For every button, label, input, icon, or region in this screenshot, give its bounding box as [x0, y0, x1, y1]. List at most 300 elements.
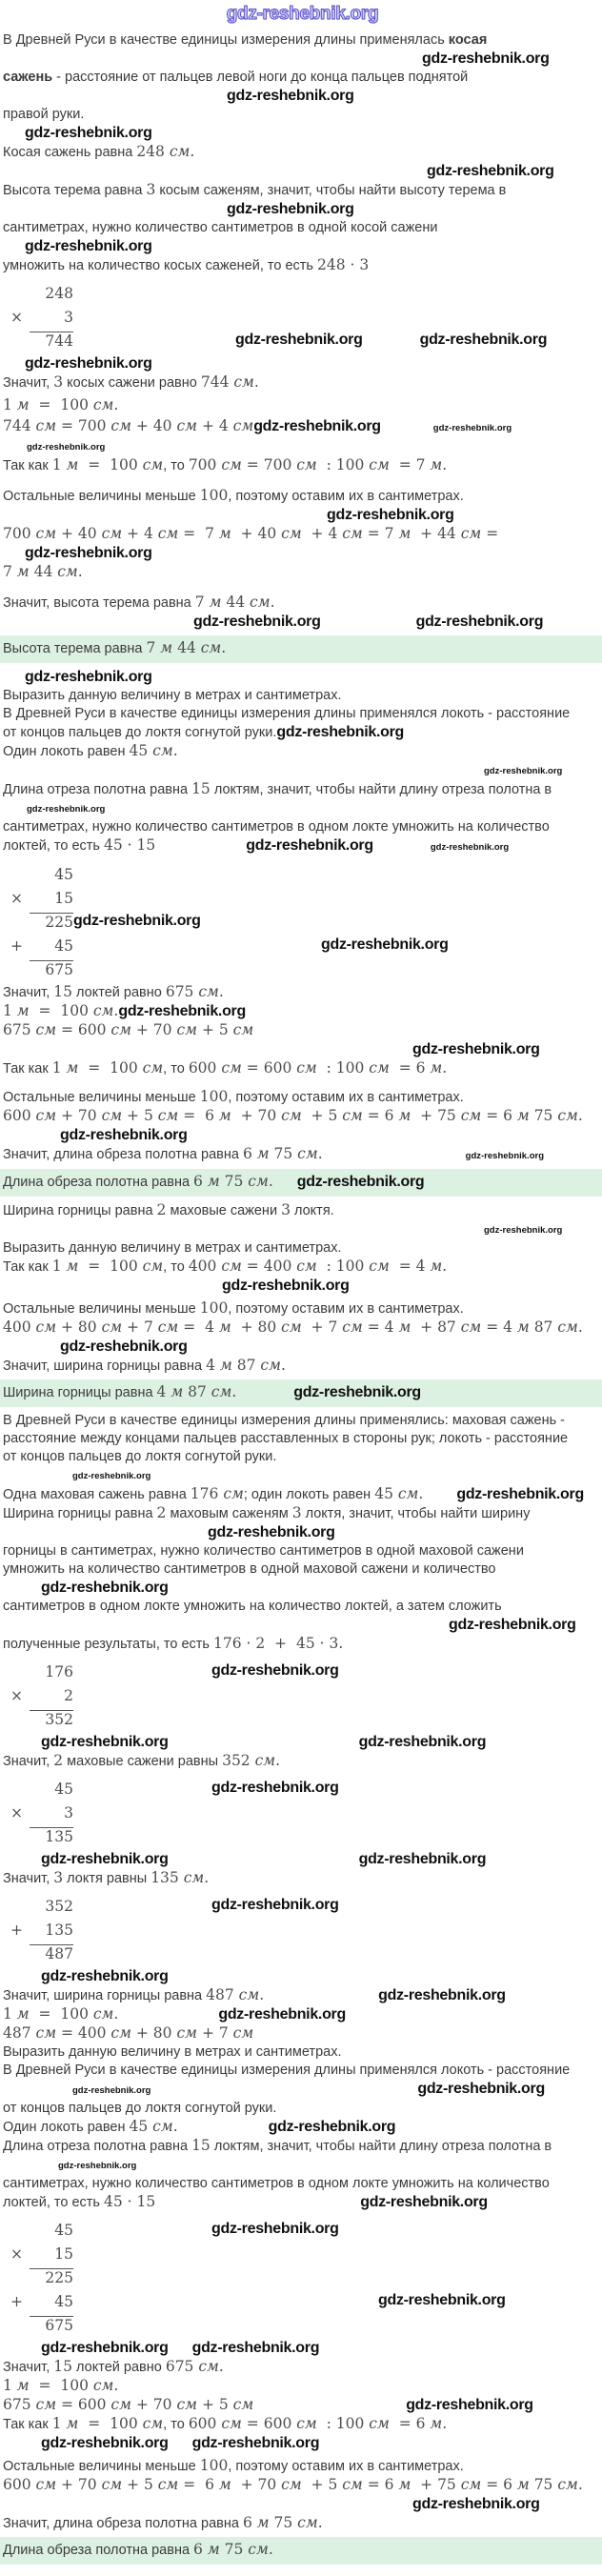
calculation-row	[3, 278, 602, 302]
watermark: gdz-reshebnik.org	[327, 507, 454, 523]
watermark: gdz-reshebnik.org	[321, 936, 449, 953]
text: Остальные величины меньше	[3, 1090, 200, 1105]
math-text: 700 см = 700 см : 100 см = 7 м.	[188, 456, 448, 473]
watermark: gdz-reshebnik.org	[378, 1987, 506, 2003]
math-text: 675 см = 600 см + 70 см + 5 см	[3, 2396, 254, 2413]
text: В Древней Руси в качестве единицы измерения длины применялись: маховая сажень -	[3, 1413, 566, 1428]
calculation-value: 248	[45, 285, 73, 302]
text: сантиметрах, нужно количество сантиметров в одном локте умножить на количество	[3, 2176, 550, 2191]
column-calculation	[3, 1891, 602, 1962]
calculation-row	[3, 1798, 602, 1821]
text-line	[3, 2138, 602, 2155]
math-text: 15	[53, 983, 72, 1000]
calculation-row	[3, 907, 602, 931]
watermark: gdz-reshebnik.org	[227, 201, 354, 217]
watermark: gdz-reshebnik.org	[211, 1780, 339, 1796]
text: , то	[163, 1259, 189, 1275]
math-text: 6 м 75 см.	[193, 2541, 273, 2558]
text-line	[3, 2157, 602, 2174]
text-line	[3, 669, 602, 686]
spacer	[3, 1289, 222, 1290]
math-text: 1 м = 100 см	[51, 456, 164, 473]
math-text: 400 см = 400 см : 100 см = 4 м.	[188, 1258, 448, 1275]
text: умножить на количество сантиметров в одной маховой сажени и количество	[3, 1561, 496, 1577]
text: правой руки.	[3, 107, 85, 122]
text-line	[3, 355, 602, 372]
spacer	[3, 1862, 41, 1863]
operator-sign: +	[10, 937, 23, 955]
text-line	[3, 257, 602, 274]
text: Значит,	[3, 1871, 54, 1886]
text: локтя, значит, чтобы найти ширину	[301, 1506, 531, 1521]
text-line	[3, 1505, 602, 1522]
math-text: 675 см.	[165, 983, 224, 1000]
math-text: 6 м 75 см.	[242, 2514, 323, 2531]
calculation-value: 45	[54, 866, 73, 883]
text: , то	[163, 1061, 189, 1077]
text-line	[3, 1060, 602, 1077]
text-line	[3, 1449, 602, 1465]
math-text: 1 м = 100 см	[51, 1258, 164, 1275]
spacer	[3, 62, 422, 63]
text: Так как	[3, 1061, 52, 1077]
math-text: 45 см.	[129, 742, 178, 759]
text-line	[3, 125, 602, 142]
calculation-row	[3, 302, 602, 326]
column-calculation	[3, 859, 602, 978]
watermark: gdz-reshebnik.org	[60, 1338, 188, 1355]
spacer	[3, 1536, 208, 1537]
text: Значит, ширина горницы равна	[3, 1358, 207, 1374]
math-text: 1 м = 100 см.	[3, 1002, 119, 1019]
text: - расстояние от пальцев левой ноги до конца пальцев поднятой	[52, 70, 469, 85]
text-line	[3, 2025, 602, 2043]
text: , то	[163, 458, 189, 473]
text-line	[3, 1258, 602, 1276]
text-line	[3, 2515, 602, 2532]
watermark-small: gdz-reshebnik.org	[72, 1471, 151, 1481]
text-line	[3, 1870, 602, 1887]
math-text: 6 м 75 см.	[242, 1145, 323, 1162]
watermark: gdz-reshebnik.org	[25, 355, 152, 372]
spacer	[3, 625, 193, 626]
text: Значит, длина обреза полотна равна	[3, 2516, 243, 2531]
calculation-value: 352	[45, 1898, 73, 1915]
text: Одна маховая сажень равна	[3, 1487, 191, 1502]
watermark: gdz-reshebnik.org	[358, 1851, 487, 1867]
text: локтей равно	[72, 2360, 166, 2375]
text: , поэтому оставим их в сантиметрах.	[228, 1301, 464, 1317]
math-text: 3	[53, 1869, 64, 1886]
spacer	[3, 99, 227, 100]
watermark: gdz-reshebnik.org	[218, 2006, 346, 2023]
spacer	[3, 2446, 41, 2447]
text-line	[3, 1413, 602, 1429]
spacer	[3, 811, 27, 812]
calculation-row	[3, 2239, 602, 2263]
watermark: gdz-reshebnik.org	[415, 614, 544, 630]
text-line	[3, 526, 602, 543]
spacer	[3, 680, 25, 681]
watermark-small: gdz-reshebnik.org	[27, 804, 106, 815]
operator-sign: ×	[10, 309, 23, 326]
watermark: gdz-reshebnik.org	[222, 1278, 350, 1294]
watermark: gdz-reshebnik.org	[41, 1851, 169, 1867]
text: локтя равны	[63, 1871, 151, 1886]
watermark: gdz-reshebnik.org	[211, 1897, 339, 1913]
math-text: 45 см.	[129, 2118, 178, 2135]
text-line	[3, 1358, 602, 1375]
operator-sign: +	[10, 1922, 23, 1939]
text-line	[3, 2416, 602, 2433]
calculation-value: 225	[30, 913, 73, 931]
math-text: 352 см.	[222, 1752, 281, 1769]
watermark: gdz-reshebnik.org	[293, 1384, 421, 1400]
watermark: gdz-reshebnik.org	[208, 1524, 335, 1540]
watermark: gdz-reshebnik.org	[449, 1617, 576, 1633]
text-line	[3, 1851, 602, 1868]
text: Длина отреза полотна равна	[3, 2139, 192, 2154]
math-text: 1 м = 100 см	[51, 1059, 164, 1077]
watermark: gdz-reshebnik.org	[191, 2340, 320, 2356]
calculation-value: 15	[54, 2245, 73, 2263]
calculation-row	[3, 2263, 602, 2286]
spacer	[169, 1745, 359, 1746]
math-text: 1 м = 100 см.	[3, 2377, 119, 2394]
text-line	[3, 1278, 602, 1295]
watermark: gdz-reshebnik.org	[25, 545, 152, 561]
text: Ширина горницы равна	[3, 1203, 157, 1218]
text-line	[3, 1486, 602, 1503]
math-text: 2	[53, 1752, 64, 1769]
text-line	[3, 564, 602, 581]
watermark: gdz-reshebnik.org	[427, 163, 554, 179]
math-text: 600 см = 600 см : 100 см = 6 м.	[188, 2415, 448, 2432]
spacer	[169, 2446, 192, 2447]
text-line	[3, 488, 602, 505]
text: Остальные величины меньше	[3, 1301, 200, 1317]
math-text: 15	[53, 2358, 72, 2375]
calculation-row	[3, 2286, 602, 2310]
text-line	[3, 507, 602, 524]
bold-text: косая	[448, 32, 488, 48]
text: Выразить данную величину в метрах и сантиметрах.	[3, 688, 342, 703]
text: маховым саженям	[166, 1506, 292, 1521]
text: Так как	[3, 2417, 52, 2432]
watermark: gdz-reshebnik.org	[211, 1662, 339, 1679]
text-line	[3, 984, 602, 1001]
text: маховые сажени равны	[63, 1754, 223, 1769]
text: сантиметров в одном локте умножить на количество локтей, а затем сложить	[3, 1599, 502, 1614]
calculation-row	[3, 1680, 602, 1704]
calculation-row	[3, 1939, 602, 1962]
text: Так как	[3, 1259, 52, 1275]
calculation-row	[3, 326, 602, 350]
text: умножить на количество косых саженей, то есть	[3, 258, 317, 273]
text: расстояние между концами пальцев расставленных в стороны рук; локоть - расстояние	[3, 1431, 569, 1446]
watermark: gdz-reshebnik.org	[246, 837, 373, 854]
text: Косая сажень равна	[3, 145, 137, 160]
text-line	[3, 1636, 602, 1653]
text-line	[3, 2435, 602, 2452]
calculation-value: 2	[64, 1687, 73, 1704]
text-line	[3, 2340, 602, 2357]
spacer	[178, 2130, 269, 2131]
calculation-value: 3	[64, 309, 73, 326]
text-line	[3, 1561, 602, 1578]
calculation-value: 135	[30, 1827, 73, 1845]
text-line	[3, 781, 602, 798]
column-calculation	[3, 2215, 602, 2334]
calculation-row	[3, 1821, 602, 1845]
text-line	[3, 2044, 602, 2061]
math-text: 248 · 3	[316, 256, 370, 273]
text-line	[3, 1543, 602, 1560]
text-line	[3, 1041, 602, 1058]
text: Один локоть равен	[3, 2120, 130, 2135]
watermark: gdz-reshebnik.org	[73, 913, 201, 929]
calculation-value: 176	[45, 1663, 73, 1680]
spacer	[253, 2408, 406, 2409]
math-text: 7 м 44 см.	[3, 563, 83, 580]
text-line	[3, 819, 602, 835]
calculation-value: 352	[30, 1710, 73, 1728]
calculation-row	[3, 859, 602, 883]
math-text: 400 см + 80 см + 7 см = 4 м + 80 см + 7 см = 4 м + 87 см = 4 м 87 см.	[3, 1318, 583, 1336]
text-line	[3, 2101, 602, 2117]
text: Один локоть равен	[3, 744, 130, 759]
text: Значит, высота терема равна	[3, 595, 195, 611]
watermark: gdz-reshebnik.org	[268, 2119, 396, 2135]
text-line	[3, 1467, 602, 1484]
text-line	[3, 1003, 602, 1020]
watermark-small: gdz-reshebnik.org	[58, 2161, 137, 2171]
text: Значит, ширина горницы равна	[3, 1988, 207, 2003]
text-line	[3, 1127, 602, 1144]
text-line	[3, 706, 602, 722]
watermark: gdz-reshebnik.org	[211, 2221, 339, 2237]
watermark: gdz-reshebnik.org	[253, 418, 381, 434]
watermark: gdz-reshebnik.org	[296, 1174, 425, 1190]
math-text: 6 м 75 см.	[193, 1173, 273, 1190]
watermark: gdz-reshebnik.org	[417, 2081, 545, 2097]
text: Значит,	[3, 375, 54, 391]
text: горницы в сантиметрах, нужно количество сантиметров в одной маховой сажени	[3, 1543, 524, 1559]
text-line	[3, 2176, 602, 2192]
math-text: 487 см = 400 см + 80 см + 7 см	[3, 2024, 254, 2042]
calculation-value: 487	[30, 1944, 73, 1962]
math-text: 675 см.	[165, 2358, 224, 2375]
text-line	[3, 1022, 602, 1039]
math-text: 1 м = 100 см.	[3, 2005, 119, 2023]
site-watermark-header	[3, 4, 602, 25]
text-line	[3, 1617, 602, 1634]
operator-sign: ×	[10, 2245, 23, 2263]
math-text: 600 см = 600 см : 100 см = 6 м.	[188, 1059, 448, 1077]
watermark-small: gdz-reshebnik.org	[465, 1151, 544, 1161]
math-text: 7 м 44 см.	[146, 639, 227, 656]
text: маховые сажени	[166, 1203, 282, 1218]
text-line	[3, 837, 602, 855]
operator-sign: ×	[10, 1804, 23, 1821]
math-text: 744 см = 700 см + 40 см + 4 см	[3, 417, 254, 434]
watermark: gdz-reshebnik.org	[191, 2435, 320, 2451]
math-text: 3	[291, 1504, 302, 1521]
text-line	[3, 182, 602, 199]
text-line	[3, 1338, 602, 1356]
text-line	[3, 688, 602, 704]
calculation-row	[3, 955, 602, 978]
math-text: 744 см.	[200, 373, 259, 391]
text-line	[3, 2496, 602, 2513]
text-line	[3, 2378, 602, 2395]
math-text: 45 см.	[374, 1485, 424, 1502]
text-line	[3, 594, 602, 612]
text: Выразить данную величину в метрах и сантиметрах.	[3, 1240, 342, 1256]
text: , поэтому оставим их в сантиметрах.	[228, 489, 464, 504]
text: Ширина горницы равна	[3, 1506, 157, 1521]
operator-sign: ×	[10, 890, 23, 907]
text: от концов пальцев до локтя согнутой руки.	[3, 2101, 277, 2116]
text-line	[3, 88, 602, 105]
math-text: 4 м 87 см.	[156, 1383, 237, 1400]
spacer	[3, 2092, 72, 2093]
calculation-value: 225	[30, 2268, 73, 2286]
calculation-row	[3, 883, 602, 907]
spacer	[73, 349, 235, 350]
text-line	[3, 70, 602, 86]
column-calculation	[3, 1657, 602, 1728]
text: локтям, значит, чтобы найти длину отреза полотна в	[210, 2139, 552, 2154]
calculation-value: 15	[54, 890, 73, 907]
spacer	[3, 1053, 412, 1054]
watermark: gdz-reshebnik.org	[41, 1968, 169, 1984]
text-line	[3, 1599, 602, 1615]
text: Остальные величины меньше	[3, 2459, 200, 2474]
text-line	[3, 438, 602, 455]
calculation-value: 45	[54, 2293, 73, 2310]
math-text: 700 см + 40 см + 4 см = 7 м + 40 см + 4 см = 7 м + 44 см =	[3, 525, 499, 542]
answer-highlight	[0, 635, 602, 663]
operator-sign: +	[10, 2293, 23, 2310]
spacer	[3, 449, 27, 450]
text-line	[3, 1753, 602, 1770]
text: , поэтому оставим их в сантиметрах.	[228, 2459, 464, 2474]
math-text: 176 · 2 + 45 · 3.	[213, 1635, 344, 1652]
calculation-row	[3, 1704, 602, 1728]
spacer	[3, 212, 227, 213]
text: Значит,	[3, 1754, 54, 1769]
spacer	[3, 1138, 60, 1139]
bold-text: сажень	[3, 70, 53, 85]
spacer	[3, 174, 427, 175]
spacer	[73, 1797, 211, 1798]
watermark-small: gdz-reshebnik.org	[484, 766, 563, 776]
spacer	[3, 2167, 58, 2168]
math-text: 3	[281, 1201, 291, 1218]
text-line	[3, 1146, 602, 1164]
calculation-row	[3, 2310, 602, 2334]
column-calculation	[3, 278, 602, 350]
text-line	[3, 724, 602, 741]
text: Так как	[3, 458, 52, 473]
text-line	[3, 2194, 602, 2211]
text-line	[3, 163, 602, 180]
text: локтей, то есть	[3, 2195, 105, 2210]
spacer	[236, 1396, 293, 1397]
text: Длина отреза полотна равна	[3, 782, 192, 797]
text-line	[3, 2458, 602, 2475]
math-text: 1 м = 100 см	[51, 2415, 164, 2432]
spacer	[381, 430, 433, 431]
math-text: 4 м 87 см.	[206, 1357, 286, 1374]
watermark: gdz-reshebnik.org	[60, 1127, 188, 1143]
text: Длина обреза полотна равна	[3, 2543, 194, 2558]
text: Выразить данную величину в метрах и сантиметрах.	[3, 2044, 342, 2060]
text: локтей, то есть	[3, 838, 105, 854]
text: косых сажени равно	[63, 375, 201, 391]
text: , поэтому оставим их в сантиметрах.	[228, 1090, 464, 1105]
watermark: gdz-reshebnik.org	[193, 614, 321, 630]
math-text: 600 см + 70 см + 5 см = 6 м + 70 см + 5 см = 6 м + 75 см = 6 м 75 см.	[3, 2476, 583, 2493]
watermark: gdz-reshebnik.org	[358, 1734, 487, 1750]
calculation-value: 45	[54, 1781, 73, 1798]
watermark: gdz-reshebnik.org	[25, 238, 152, 254]
text: Длина обреза полотна равна	[3, 1175, 194, 1190]
answer-highlight	[0, 1379, 602, 1407]
math-text: 45 · 15	[104, 2193, 156, 2210]
spacer	[169, 1862, 359, 1863]
watermark-small: gdz-reshebnik.org	[484, 1225, 563, 1236]
math-text: 600 см + 70 см + 5 см = 6 м + 70 см + 5 см = 6 м + 75 см = 6 м 75 см.	[3, 1107, 583, 1124]
text: В Древней Руси в качестве единицы измерения длины применялась	[3, 32, 449, 48]
text-line	[3, 2359, 602, 2376]
watermark: gdz-reshebnik.org	[360, 2194, 488, 2210]
spacer	[3, 518, 327, 519]
math-text: 100	[199, 487, 229, 504]
text: Ширина горницы равна	[3, 1385, 157, 1400]
watermark: gdz-reshebnik.org	[406, 2397, 533, 2413]
spacer	[118, 2018, 218, 2019]
operator-sign: ×	[10, 1687, 23, 1704]
text-line	[3, 1431, 602, 1447]
text-line	[3, 762, 602, 779]
math-text: 1 м = 100 см.	[3, 396, 119, 413]
text-line	[3, 2397, 602, 2414]
text: Значит, длина обреза полотна равна	[3, 1147, 243, 1162]
watermark: gdz-reshebnik.org	[41, 1734, 169, 1750]
watermark: gdz-reshebnik.org	[25, 125, 152, 141]
watermark: gdz-reshebnik.org	[419, 332, 548, 348]
calculation-value: 45	[54, 2222, 73, 2239]
watermark-small: gdz-reshebnik.org	[430, 842, 510, 853]
text: Высота терема равна	[3, 183, 147, 198]
calculation-value: 675	[30, 960, 73, 978]
spacer	[323, 1157, 466, 1158]
spacer	[3, 1980, 41, 1981]
text: локтей равно	[72, 985, 166, 1000]
text-line	[3, 2063, 602, 2079]
text-line	[3, 418, 602, 436]
math-text: 176 см	[190, 1485, 244, 1502]
text-line	[3, 1524, 602, 1541]
text-line	[3, 2081, 602, 2099]
math-text: 15	[191, 780, 211, 797]
text-line	[3, 1580, 602, 1597]
calculation-row	[3, 1657, 602, 1680]
watermark-small: gdz-reshebnik.org	[72, 2085, 151, 2096]
text-line	[3, 1987, 602, 2004]
